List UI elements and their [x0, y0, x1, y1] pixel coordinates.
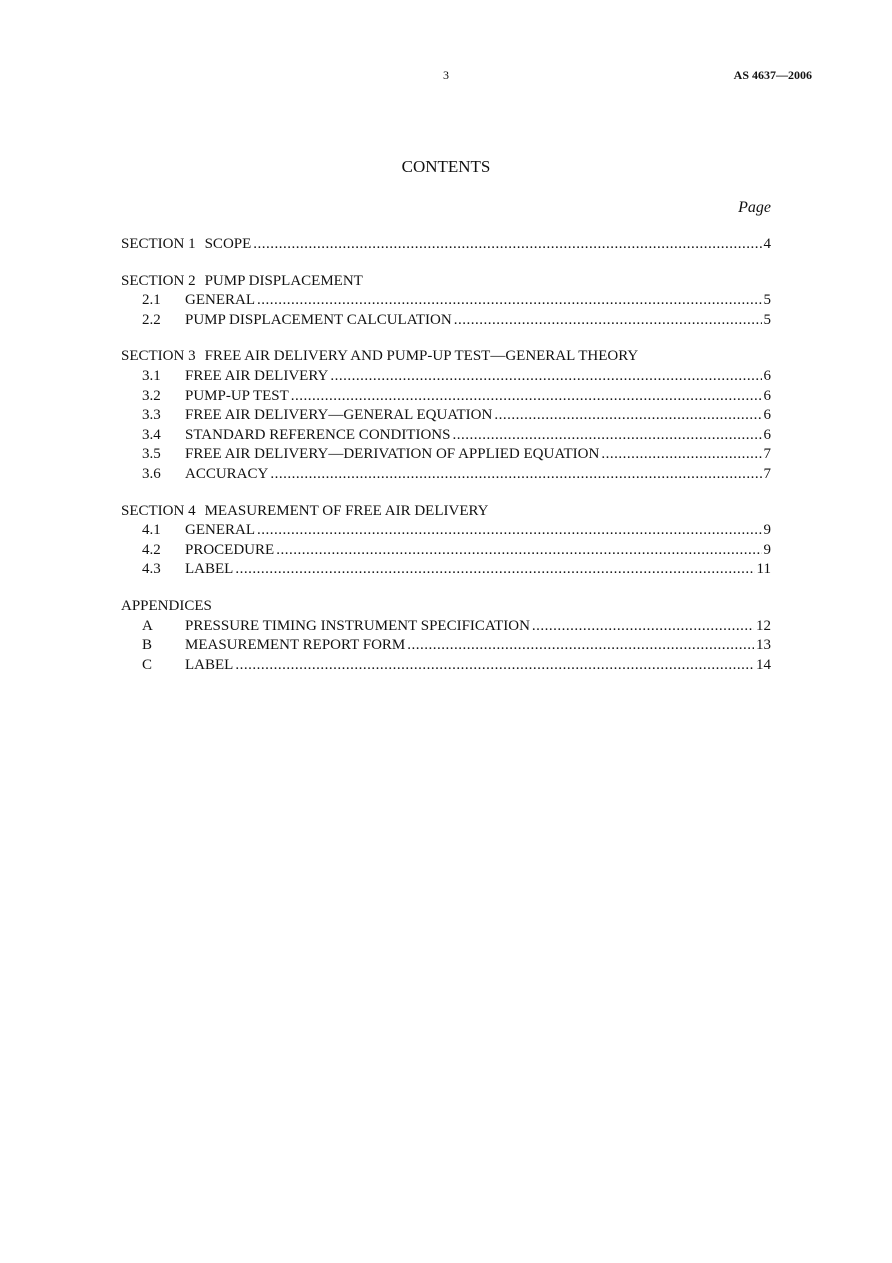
toc-entry-title: LABEL: [185, 656, 234, 673]
toc-entry[interactable]: [121, 311, 771, 331]
toc-entry[interactable]: [121, 367, 771, 387]
toc-entry[interactable]: [121, 636, 771, 656]
toc-entry[interactable]: [121, 541, 771, 561]
leader-dots: [276, 541, 761, 561]
leader-dots: [452, 426, 761, 446]
leader-dots: [454, 311, 762, 331]
leader-dots: [235, 560, 754, 580]
toc-entry-number: A: [142, 617, 153, 634]
toc-entry-page: 4: [763, 236, 771, 252]
leader-dots: [601, 445, 761, 465]
toc-entry-page: 9: [763, 541, 771, 558]
toc-entry-title: GENERAL: [185, 522, 255, 539]
toc-entry-page: 5: [763, 311, 771, 328]
toc-entry[interactable]: [121, 291, 771, 311]
toc-entry-section-1[interactable]: [121, 235, 771, 255]
page-column-label: Page: [738, 199, 771, 216]
toc-entry-page: 12: [756, 617, 771, 634]
toc-entry-number: 4.2: [142, 541, 161, 558]
leader-dots: [253, 235, 761, 255]
toc-entry-page: 9: [763, 522, 771, 539]
leader-dots: [235, 656, 754, 676]
toc-entry[interactable]: [121, 445, 771, 465]
toc-appendices: [121, 597, 771, 675]
toc-entry-number: 3.2: [142, 387, 161, 404]
toc-section-2: [121, 272, 771, 331]
toc-entry-title: ACCURACY: [185, 465, 269, 482]
toc-entry-page: 13: [756, 637, 771, 654]
toc-section-heading[interactable]: SECTION 4 MEASUREMENT OF FREE AIR DELIVERY: [121, 502, 489, 519]
toc-entry-title: PUMP-UP TEST: [185, 387, 289, 404]
toc-entry-title: SECTION 1 SCOPE: [121, 236, 252, 252]
toc-entry-number: 4.1: [142, 522, 161, 539]
toc-entry-page: 11: [756, 561, 771, 578]
toc-entry-title: LABEL: [185, 561, 234, 578]
leader-dots: [532, 617, 754, 637]
toc-entry-title: FREE AIR DELIVERY: [185, 367, 329, 384]
leader-dots: [257, 521, 762, 541]
toc-entry-number: 4.3: [142, 561, 161, 578]
toc-entry-number: 2.1: [142, 292, 161, 309]
toc-entry-page: 6: [763, 387, 771, 404]
toc-entry-page: 5: [763, 292, 771, 309]
toc-entry-number: 3.4: [142, 426, 161, 443]
toc-entry[interactable]: [121, 406, 771, 426]
toc-entry-page: 7: [763, 446, 771, 463]
toc-entry-number: 3.1: [142, 367, 161, 384]
toc-entry-page: 6: [763, 367, 771, 384]
toc-section-3: [121, 347, 771, 484]
toc-entry-title: FREE AIR DELIVERY—GENERAL EQUATION: [185, 407, 493, 424]
toc-entry-number: 3.5: [142, 446, 161, 463]
toc-section-heading[interactable]: APPENDICES: [121, 597, 212, 614]
toc-entry-title: GENERAL: [185, 292, 255, 309]
toc-entry-number: C: [142, 656, 153, 673]
toc-section-1: [121, 235, 771, 255]
toc-entry-page: 14: [756, 656, 771, 673]
toc-entry-title: FREE AIR DELIVERY—DERIVATION OF APPLIED EQUATION: [185, 446, 600, 463]
toc-entry[interactable]: [121, 521, 771, 541]
toc-section-heading[interactable]: SECTION 2 PUMP DISPLACEMENT: [121, 272, 363, 289]
toc-entry-page: 6: [763, 426, 771, 443]
toc-entry-title: PRESSURE TIMING INSTRUMENT SPECIFICATION: [185, 617, 530, 634]
leader-dots: [407, 636, 754, 656]
toc-entry-number: B: [142, 637, 153, 654]
page-number: 3: [443, 68, 449, 82]
toc-entry-number: 3.3: [142, 407, 161, 424]
toc-section-heading[interactable]: SECTION 3 FREE AIR DELIVERY AND PUMP-UP TEST—GENERAL THEORY: [121, 348, 639, 365]
toc-entry[interactable]: [121, 617, 771, 637]
toc-entry-title: PUMP DISPLACEMENT CALCULATION: [185, 311, 452, 328]
leader-dots: [494, 406, 761, 426]
toc-entry[interactable]: [121, 656, 771, 676]
toc-entry[interactable]: [121, 560, 771, 580]
toc-entry[interactable]: [121, 465, 771, 485]
toc-entry-page: 6: [763, 407, 771, 424]
leader-dots: [270, 465, 761, 485]
table-of-contents: [121, 235, 771, 692]
toc-entry-title: MEASUREMENT REPORT FORM: [185, 637, 406, 654]
leader-dots: [257, 291, 762, 311]
leader-dots: [291, 387, 762, 407]
toc-entry[interactable]: [121, 426, 771, 446]
toc-entry-number: 3.6: [142, 465, 161, 482]
leader-dots: [330, 367, 761, 387]
contents-title: CONTENTS: [401, 157, 491, 176]
toc-section-4: [121, 502, 771, 580]
toc-entry-page: 7: [763, 465, 771, 482]
toc-entry-number: 2.2: [142, 311, 161, 328]
toc-entry[interactable]: [121, 387, 771, 407]
document-id: AS 4637—2006: [733, 68, 812, 82]
toc-entry-title: PROCEDURE: [185, 541, 275, 558]
toc-entry-title: STANDARD REFERENCE CONDITIONS: [185, 426, 451, 443]
